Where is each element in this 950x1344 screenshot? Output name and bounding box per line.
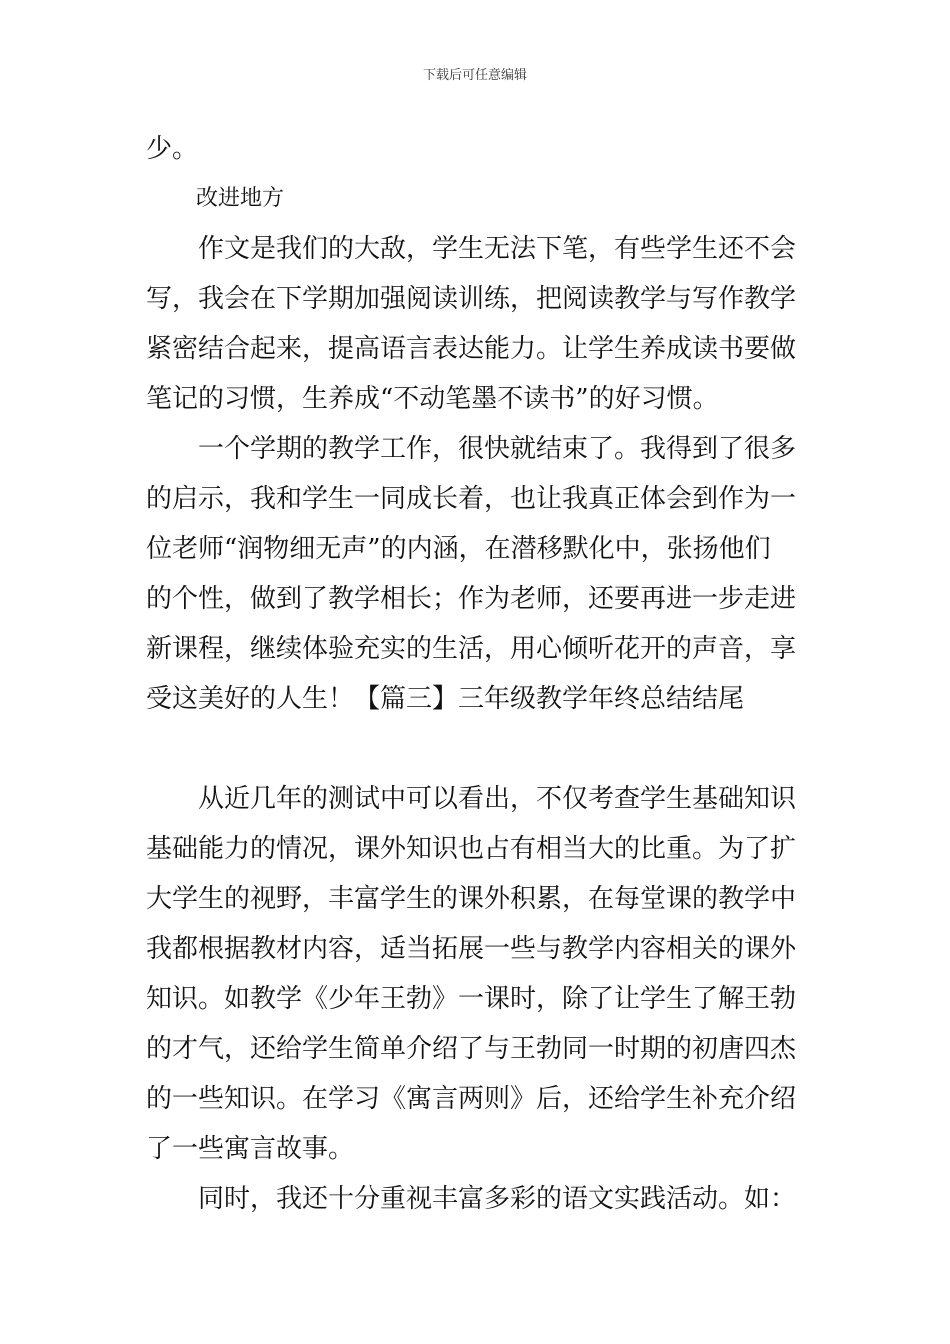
section-heading: 改进地方 <box>196 186 285 211</box>
text-line: 从近几年的测试中可以看出，不仅考查学生基础知识 <box>198 784 797 814</box>
text-line: 基础能力的情况，课外知识也占有相当大的比重。为了扩 <box>146 834 797 864</box>
text-line: 位老师“润物细无声”的内涵，在潜移默化中，张扬他们 <box>146 534 771 564</box>
text-line: 一个学期的教学工作，很快就结束了。我得到了很多 <box>198 434 797 464</box>
text-line: 大学生的视野，丰富学生的课外积累，在每堂课的教学中 <box>146 884 797 914</box>
text-line: 的个性，做到了教学相长；作为老师，还要再进一步走进 <box>146 584 797 614</box>
text-line: 新课程，继续体验充实的生活，用心倾听花开的声音，享 <box>146 634 797 664</box>
text-line: 我都根据教材内容，适当拓展一些与教学内容相关的课外 <box>146 934 797 964</box>
text-line: 少。 <box>146 134 199 164</box>
text-line: 了一些寓言故事。 <box>146 1134 355 1164</box>
text-line: 知识。如教学《少年王勃》一课时，除了让学生了解王勃 <box>146 984 797 1014</box>
text-line: 紧密结合起来，提高语言表达能力。让学生养成读书要做 <box>146 334 797 364</box>
text-line: 的启示，我和学生一同成长着，也让我真正体会到作为一 <box>146 484 797 514</box>
blank-line <box>146 724 806 774</box>
text-line: 同时，我还十分重视丰富多彩的语文实践活动。如： <box>198 1184 797 1214</box>
text-line: 作文是我们的大敌，学生无法下笔，有些学生还不会 <box>198 234 797 264</box>
document-body <box>146 124 806 1224</box>
page-header: 下载后可任意编辑 <box>422 68 527 83</box>
text-line: 的一些知识。在学习《寓言两则》后，还给学生补充介绍 <box>146 1084 797 1114</box>
text-line: 笔记的习惯，生养成“不动笔墨不读书”的好习惯。 <box>146 384 719 414</box>
text-line: 受这美好的人生！【篇三】三年级教学年终总结结尾 <box>146 684 745 714</box>
text-line: 写，我会在下学期加强阅读训练，把阅读教学与写作教学 <box>146 284 797 314</box>
text-line: 的才气，还给学生简单介绍了与王勃同一时期的初唐四杰 <box>146 1034 797 1064</box>
